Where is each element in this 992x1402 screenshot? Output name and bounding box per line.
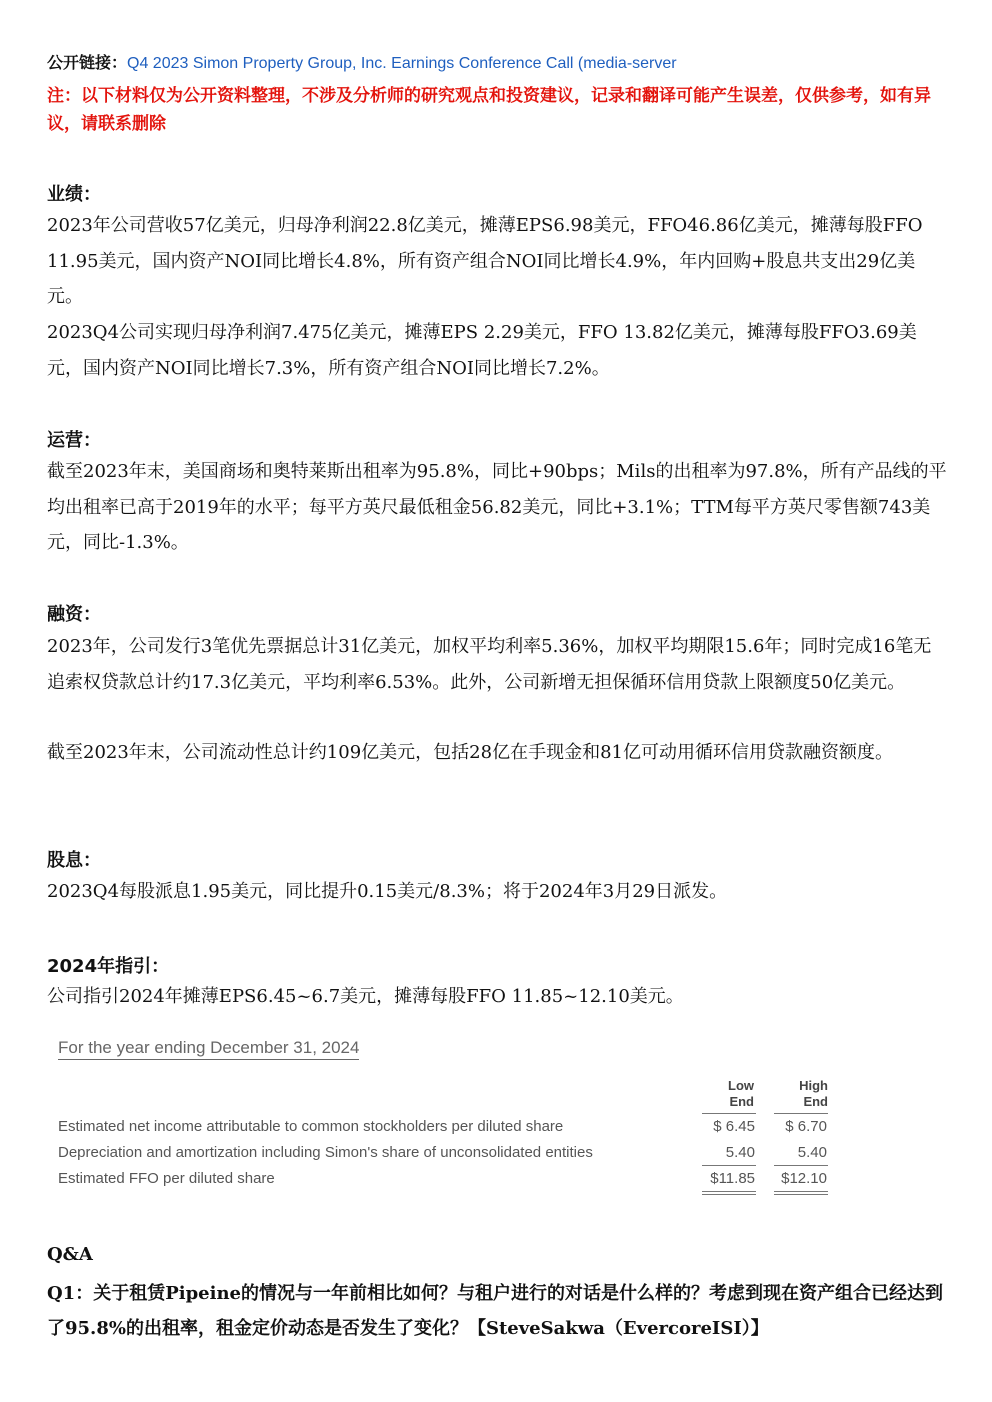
disclaimer-note: 注：以下材料仅为公开资料整理，不涉及分析师的研究观点和投资建议，记录和翻译可能产生误差，仅供参考，如有异议，请联系删除 bbox=[47, 86, 931, 134]
row-label-ffo: Estimated FFO per diluted share bbox=[58, 1170, 275, 1187]
col-header-high bbox=[770, 1078, 828, 1110]
total-line-high-2 bbox=[774, 1194, 828, 1195]
header-underline-low bbox=[702, 1113, 756, 1114]
col-header-low-line2: End bbox=[729, 1094, 754, 1109]
cell-net-income-high: $ 6.70 bbox=[785, 1118, 827, 1135]
question-1: Q1：关于租赁Pipeine的情况与一年前相比如何？与租户进行的对话是什么样的？考虑到现在资产组合已经达到了95.8%的出租率，租金定价动态是否发生了变化？【SteveSakwa（EvercoreISI）】 bbox=[47, 1283, 943, 1339]
results-paragraph-1: 2023年公司营收57亿美元，归母净利润22.8亿美元，摊薄EPS6.98美元，FFO46.86亿美元，摊薄每股FFO 11.95美元，国内资产NOI同比增长4.8%，所有资产组合NOI同比增长4.9%，年内回购+股息共支出29亿美元。 bbox=[47, 215, 923, 307]
dividend-paragraph: 2023Q4每股派息1.95美元，同比提升0.15美元/8.3%；将于2024年3月29日派发。 bbox=[47, 881, 728, 902]
col-header-low bbox=[698, 1078, 754, 1110]
dividend-heading: 股息： bbox=[47, 850, 101, 871]
table-title: For the year ending December 31, 2024 bbox=[58, 1038, 359, 1060]
total-line-low-2 bbox=[702, 1194, 756, 1195]
subtotal-line-low bbox=[702, 1165, 756, 1166]
cell-ffo-low: $11.85 bbox=[710, 1170, 755, 1187]
subtotal-line-high bbox=[774, 1165, 828, 1166]
financing-paragraph-2: 截至2023年末，公司流动性总计约109亿美元，包括28亿在手现金和81亿可动用循环信用贷款融资额度。 bbox=[47, 742, 893, 763]
guidance-table bbox=[58, 1036, 838, 1206]
guidance-paragraph: 公司指引2024年摊薄EPS6.45~6.7美元，摊薄每股FFO 11.85~12.10美元。 bbox=[47, 986, 684, 1007]
operations-paragraph: 截至2023年末，美国商场和奥特莱斯出租率为95.8%，同比+90bps；Mils的出租率为97.8%，所有产品线的平均出租率已高于2019年的水平；每平方英尺最低租金56.82美元，同比+3.1%；TTM每平方英尺零售额743美元，同比-1.3%。 bbox=[47, 461, 947, 553]
cell-depreciation-high: 5.40 bbox=[797, 1144, 827, 1161]
source-link[interactable]: Q4 2023 Simon Property Group, Inc. Earnings Conference Call (media-server bbox=[127, 55, 677, 72]
header-underline-high bbox=[774, 1113, 828, 1114]
row-label-net-income: Estimated net income attributable to common stockholders per diluted share bbox=[58, 1118, 564, 1135]
row-label-depreciation: Depreciation and amortization including Simon's share of unconsolidated entities bbox=[58, 1144, 593, 1161]
cell-ffo-high: $12.10 bbox=[781, 1170, 827, 1187]
cell-depreciation-low: 5.40 bbox=[725, 1144, 755, 1161]
guidance-heading: 2024年指引： bbox=[47, 956, 170, 977]
financing-heading: 融资： bbox=[47, 604, 101, 625]
results-heading: 业绩： bbox=[47, 184, 101, 205]
col-header-low-line1: Low bbox=[728, 1078, 754, 1093]
public-link-line bbox=[47, 50, 677, 73]
total-line-high-1 bbox=[774, 1191, 828, 1192]
results-paragraph-2: 2023Q4公司实现归母净利润7.475亿美元，摊薄EPS 2.29美元，FFO 13.82亿美元，摊薄每股FFO3.69美元，国内资产NOI同比增长7.3%，所有资产组合NOI同比增长7.2%。 bbox=[47, 322, 917, 379]
financing-paragraph-1: 2023年，公司发行3笔优先票据总计31亿美元，加权平均利率5.36%，加权平均期限15.6年；同时完成16笔无追索权贷款总计约17.3亿美元，平均利率6.53%。此外，公司新增无担保循环信用贷款上限额度50亿美元。 bbox=[47, 636, 932, 693]
col-header-high-line1: High bbox=[799, 1078, 828, 1093]
qa-title: Q&A bbox=[47, 1244, 93, 1265]
col-header-high-line2: End bbox=[803, 1094, 828, 1109]
cell-net-income-low: $ 6.45 bbox=[713, 1118, 755, 1135]
total-line-low-1 bbox=[702, 1191, 756, 1192]
operations-heading: 运营： bbox=[47, 430, 101, 451]
link-label: 公开链接： bbox=[47, 55, 128, 72]
